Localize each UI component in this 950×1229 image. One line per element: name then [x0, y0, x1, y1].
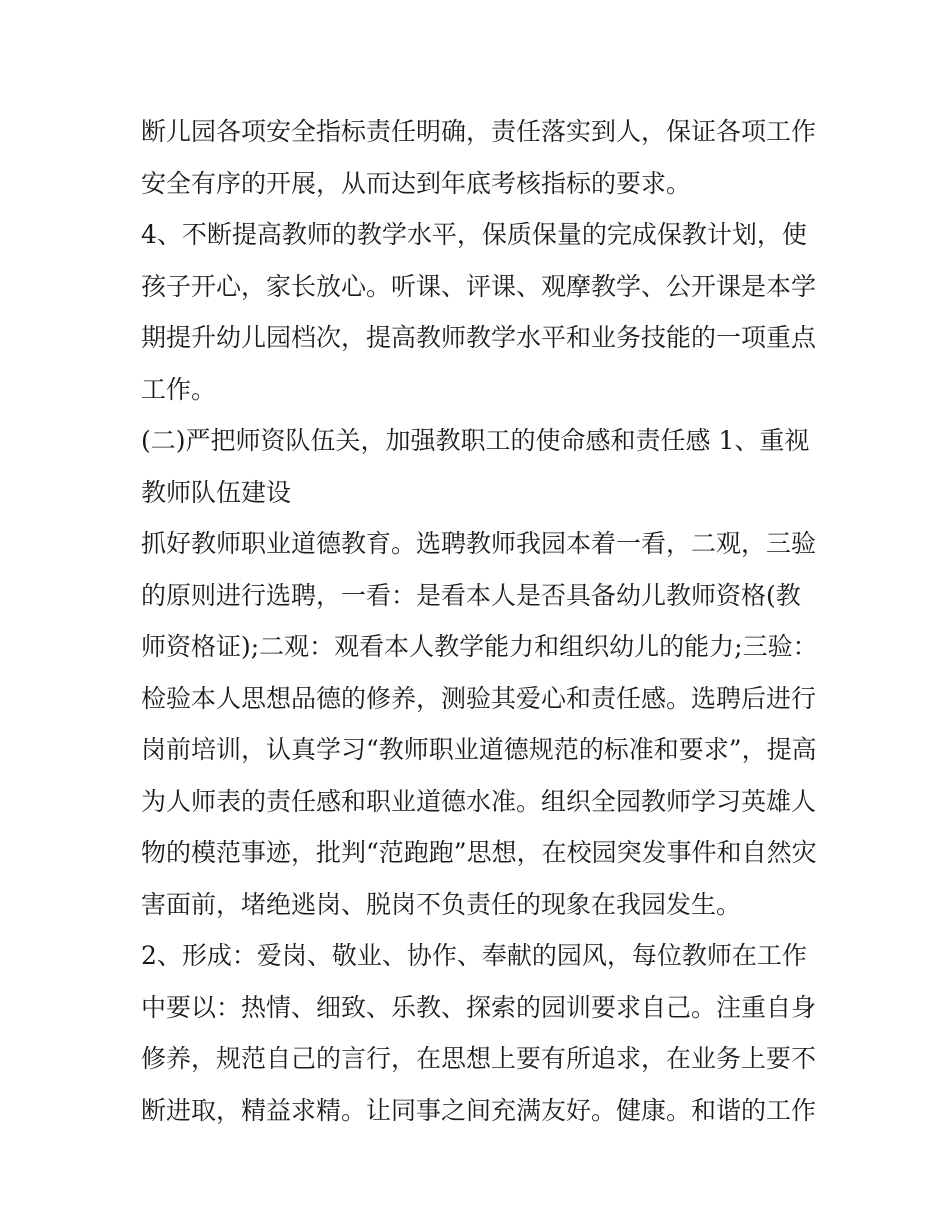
text-line: 中要以：热情、细致、乐教、探索的园训要求自己。注重自身 — [141, 992, 817, 1022]
text-line: 的原则进行选聘，一看：是看本人是否具备幼儿教师资格(教 — [141, 580, 801, 610]
paragraph-teacher-ethics — [141, 518, 821, 930]
text-line: 断进取，精益求精。让同事之间充满友好。健康。和谐的工作 — [141, 1095, 817, 1125]
text-line: 教师队伍建设 — [141, 477, 292, 507]
text-line: 安全有序的开展，从而达到年底考核指标的要求。 — [141, 168, 692, 198]
text-line: 害面前，堵绝逃岗、脱岗不负责任的现象在我园发生。 — [141, 889, 742, 919]
paragraph-safety-continuation — [141, 106, 821, 209]
text-line: 期提升幼儿园档次，提高教师教学水平和业务技能的一项重点 — [141, 323, 817, 352]
text-line: 抓好教师职业道德教育。选聘教师我园本着一看，二观，三验 — [141, 529, 817, 558]
section-heading-2 — [141, 415, 821, 518]
text-line: 师资格证);二观：观看本人教学能力和组织幼儿的能力;三验： — [141, 632, 818, 661]
paragraph-item-4 — [141, 209, 821, 415]
document-body — [141, 106, 821, 1136]
text-line: 孩子开心，家长放心。听课、评课、观摩教学、公开课是本学 — [141, 271, 817, 301]
text-line: 工作。 — [141, 374, 217, 404]
text-line: 断儿园各项安全指标责任明确，责任落实到人，保证各项工作 — [141, 117, 817, 146]
text-line: 为人师表的责任感和职业道德水准。组织全园教师学习英雄人 — [141, 786, 817, 816]
text-line: 2、形成：爱岗、敬业、协作、奉献的园风，每位教师在工作 — [141, 941, 807, 970]
paragraph-item-2 — [141, 930, 821, 1136]
text-line: 修养，规范自己的言行，在思想上要有所追求，在业务上要不 — [141, 1044, 817, 1073]
text-line: 岗前培训，认真学习“教师职业道德规范的标准和要求”，提高 — [141, 735, 817, 764]
text-line: 检验本人思想品德的修养，测验其爱心和责任感。选聘后进行 — [141, 683, 817, 713]
text-line: 4、不断提高教师的教学水平，保质保量的完成保教计划，使 — [141, 220, 807, 249]
text-line: (二)严把师资队伍关，加强教职工的使命感和责任感 1、重视 — [141, 426, 810, 455]
text-line: 物的模范事迹，批判“范跑跑”思想，在校园突发事件和自然灾 — [141, 838, 817, 867]
